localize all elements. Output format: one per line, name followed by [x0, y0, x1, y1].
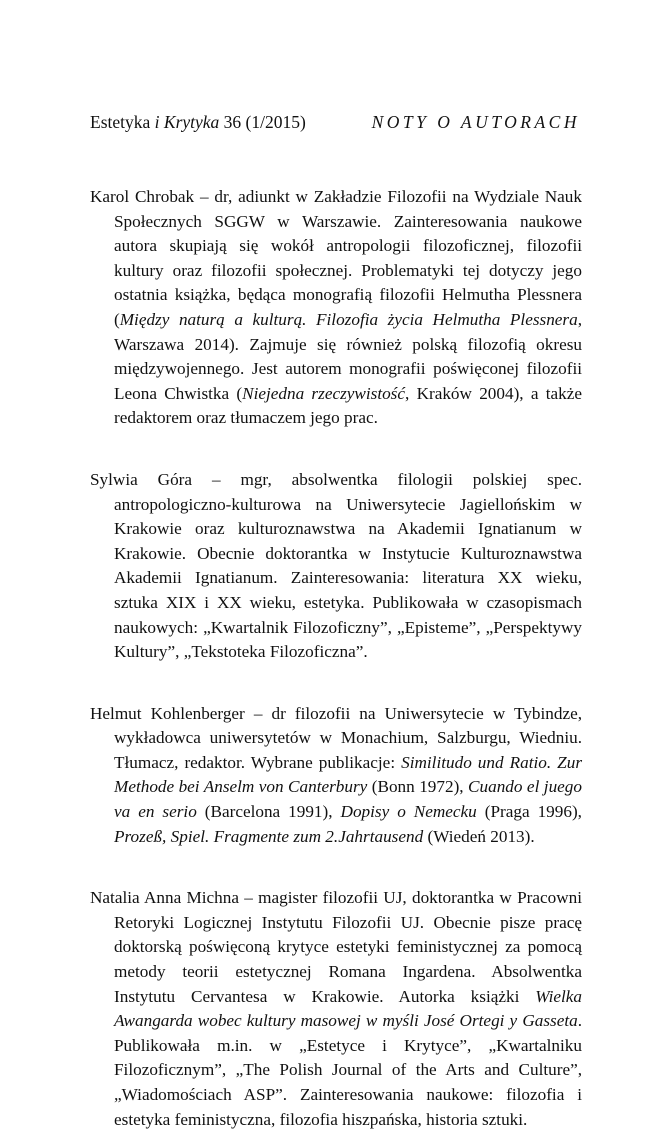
note-text: – magister filozofii UJ, doktorantka w Pracowni Retoryki Logicznej Instytutu Filozofii UJ. Obecnie pisze pracę doktorską poświęconą krytyce estetyki feministycznej za pomocą metody teorii estetycznej Romana Ingardena. Absolwentka Instytutu Cervantesa w Krakowie. Autorka książki	[114, 888, 583, 1006]
author-note-kohlenberger	[90, 702, 582, 850]
note-text: (Praga 1996),	[476, 802, 582, 822]
note-text: , Warszawa 2014). Zajmuje się również polską filozofią okresu międzywojennego. Jest autorem monografii poświęconej filozofii Leona Chwistka (	[114, 309, 582, 403]
journal-name-krytyka: Krytyka	[163, 112, 220, 132]
author-note-chrobak	[90, 185, 582, 431]
running-header	[90, 110, 580, 134]
author-note-michna	[90, 886, 582, 1132]
note-text: (Bonn 1972),	[367, 777, 469, 797]
author-name: Sylwia Góra	[90, 469, 193, 489]
journal-issue: 36 (1/2015)	[219, 112, 306, 132]
note-text: (Wiedeń 2013).	[423, 826, 535, 846]
author-notes	[90, 185, 582, 1132]
note-text: . Publikowała m.in. w „Estetyce i Krytyce”, „Kwartalniku Filozoficznym”, „The Polish Journal of the Arts and Culture”, „Wiadomościach ASP”. Zainteresowania naukowe: filozofia i estetyka feministyczna, filozofia hiszpańska, historia sztuki.	[114, 1011, 582, 1129]
author-name: Karol Chrobak	[90, 187, 195, 206]
note-text: (Barcelona 1991),	[196, 802, 341, 822]
note-text: , Kraków 2004), a także redaktorem oraz tłumaczem jego prac.	[114, 383, 582, 428]
book-title: Cuando el juego va en serio	[114, 777, 582, 822]
book-title: Wielka Awangarda wobec kultury masowej w myśli José Ortegi y Gasseta	[114, 986, 582, 1031]
note-text: – mgr, absolwentka filologii polskiej spec. antropologiczno-kulturowa na Uniwersytecie Jagiellońskim w Krakowie oraz kulturoznawstwa na Akademii Ignatianum w Krakowie. Obecnie doktorantka w Instytucie Kulturoznawstwa Akademii Ignatianum. Zainteresowania: literatura XX wieku, sztuka XIX i XX wieku, estetyka. Publikowała w czasopismach naukowych: „Kwartalnik Filozoficzny”, „Episteme”, „Perspektywy Kultury”, „Tekstoteka Filozoficzna”.	[114, 469, 582, 662]
book-title: Niejedna rzeczywistość	[242, 383, 406, 403]
journal-name-prefix: Estetyka	[90, 112, 155, 132]
author-note-gora	[90, 468, 582, 665]
note-text: – dr, adiunkt w Zakładzie Filozofii na Wydziale Nauk Społecznych SGGW w Warszawie. Zainteresowania naukowe autora skupiają się wokół antropologii filozoficznej, filozofii kultury oraz filozofii społecznej. Problematyki tej dotyczy jego ostatnia książka, będąca monografią filozofii Helmutha Plessnera (	[114, 187, 582, 329]
book-title: Prozeß, Spiel. Fragmente zum 2.Jahrtausend	[114, 826, 424, 846]
book-title: Similitudo und Ratio. Zur Methode bei Anselm von Canterbury	[114, 752, 583, 797]
note-text: – dr filozofii na Uniwersytecie w Tybindze, wykładowca uniwersytetów w Monachium, Salzburgu, Wiedniu. Tłumacz, redaktor. Wybrane publikacje:	[114, 703, 583, 772]
journal-name-i: i	[154, 112, 160, 132]
section-title: NOTY O AUTORACH	[371, 112, 580, 132]
book-title: Między naturą a kulturą. Filozofia życia Helmutha Plessnera	[119, 309, 578, 329]
journal-citation	[90, 110, 306, 134]
book-title: Dopisy o Nemecku	[340, 802, 477, 822]
author-name: Natalia Anna Michna	[90, 888, 239, 908]
author-name: Helmut Kohlenberger	[90, 703, 245, 723]
